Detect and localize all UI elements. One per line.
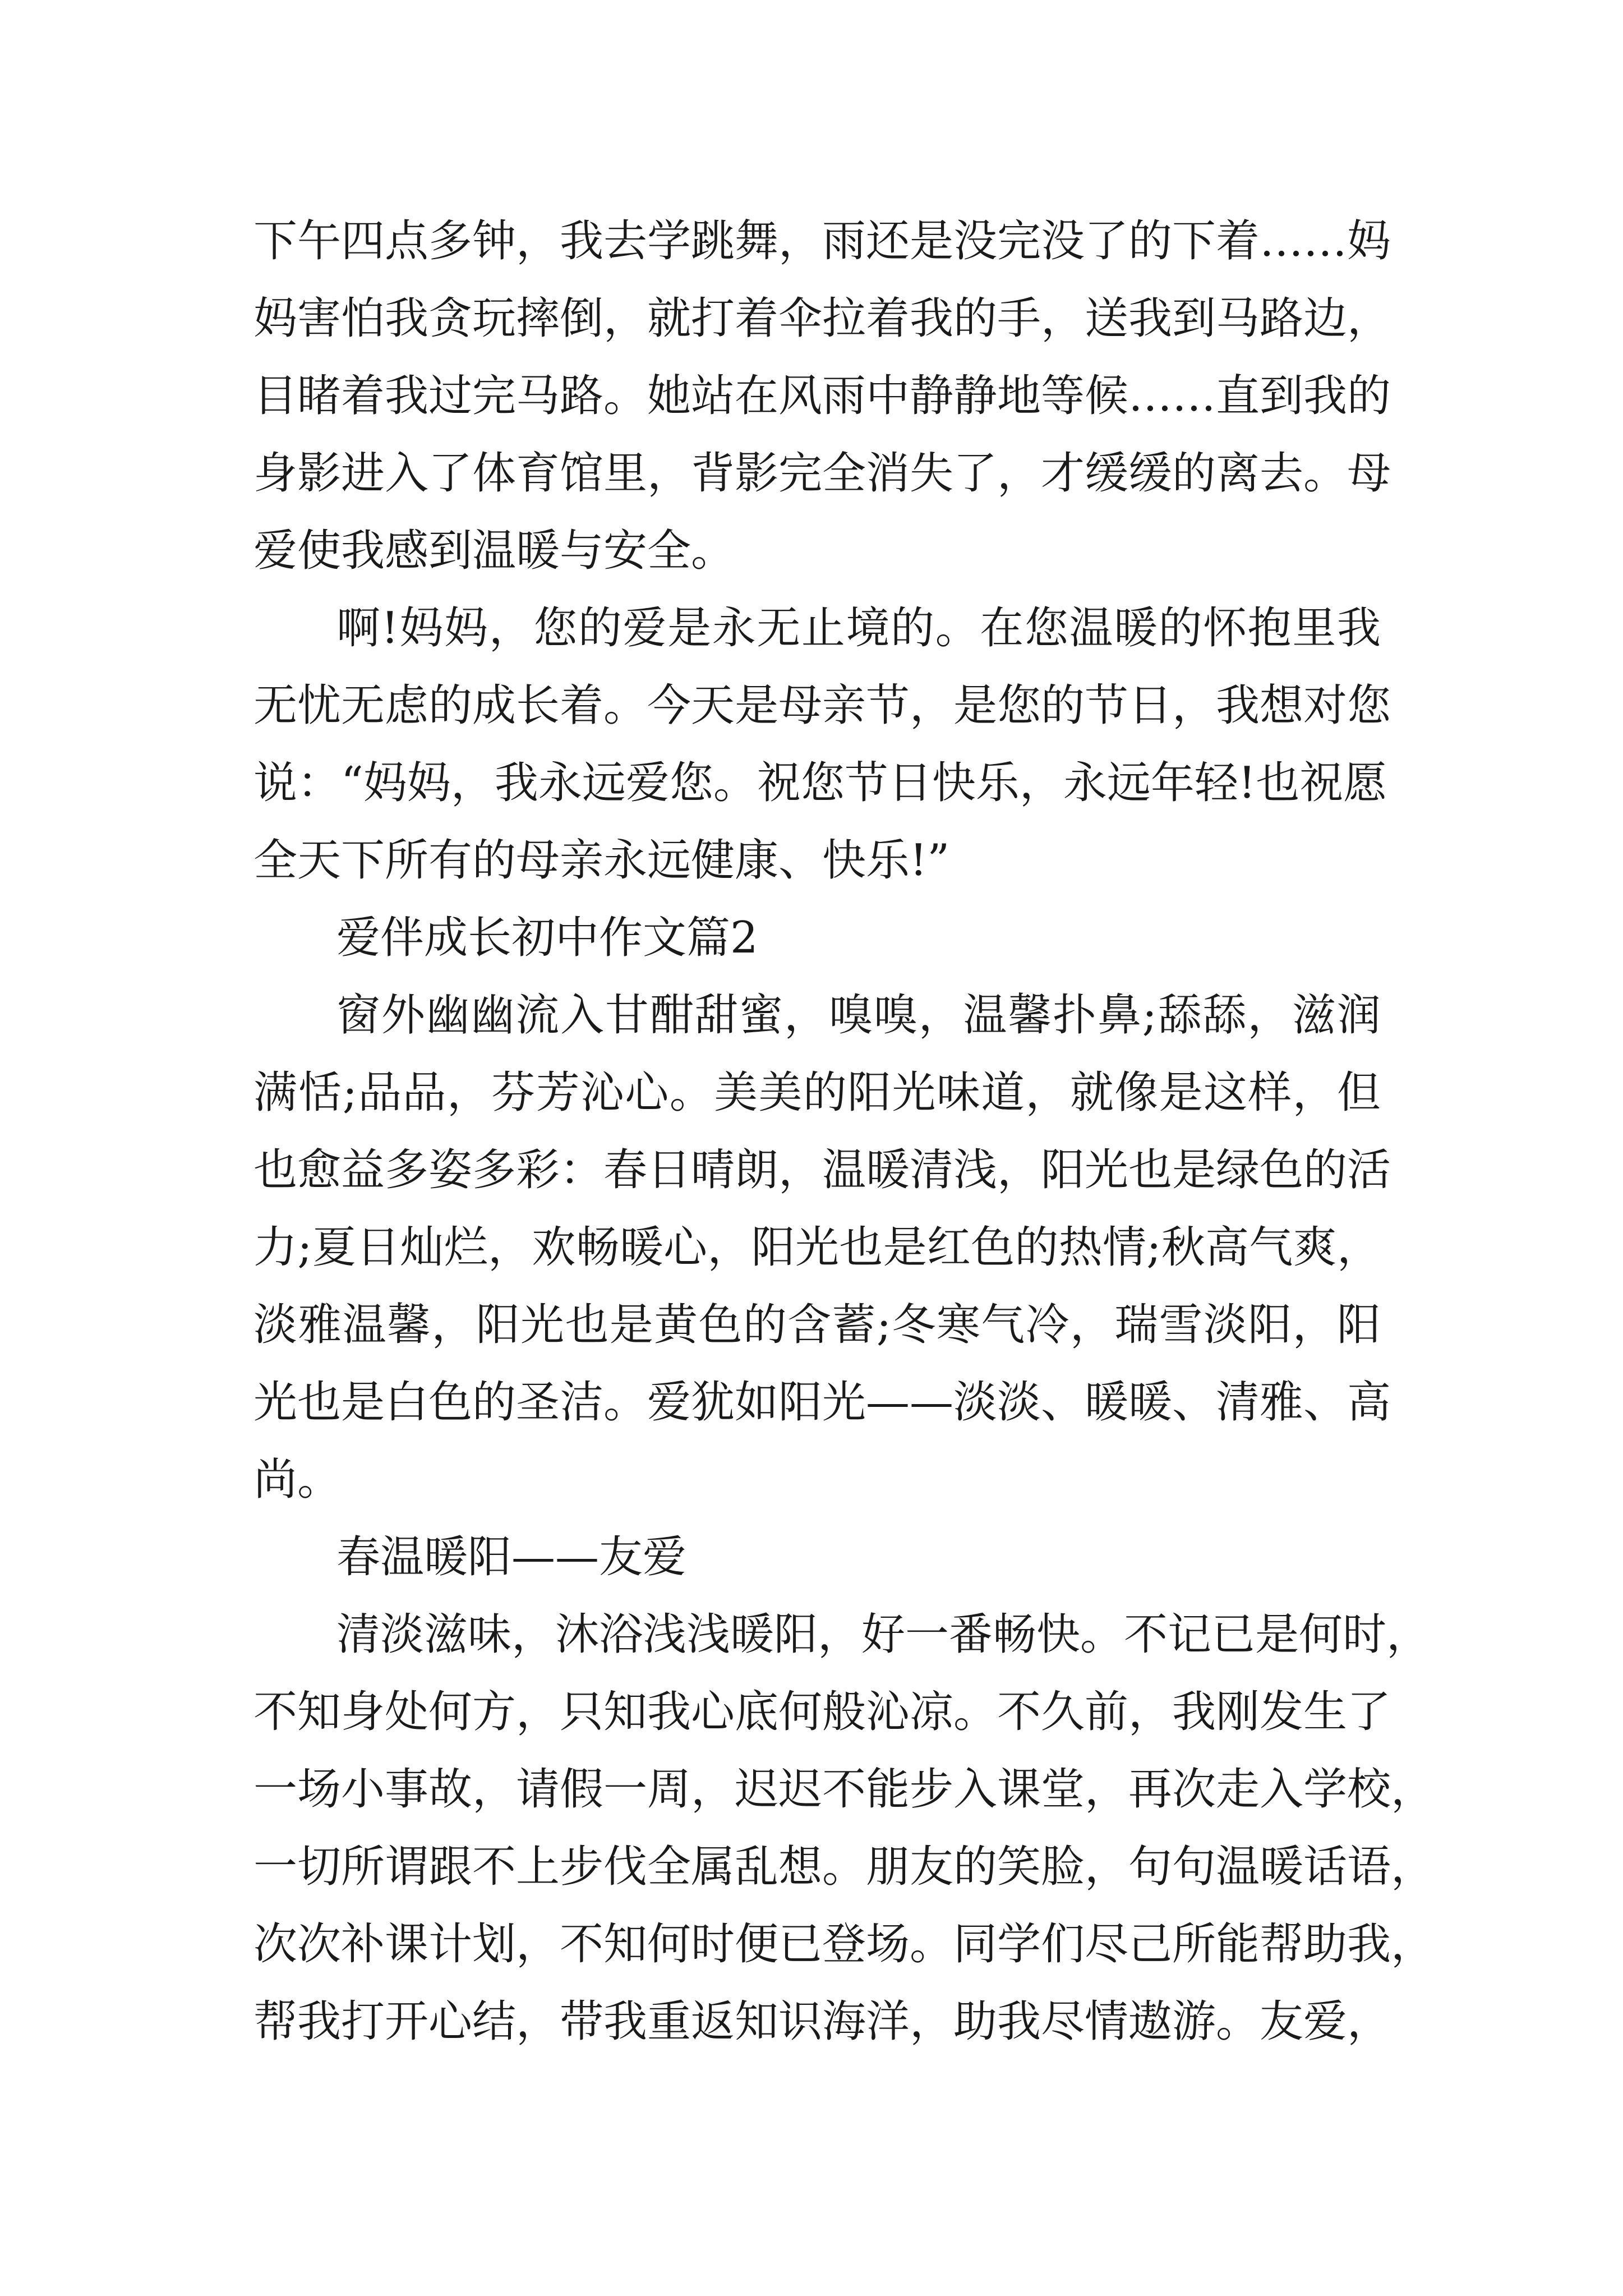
- section-heading: 爱伴成长初中作文篇2: [336, 913, 758, 963]
- text-line: 无忧无虑的成长着。今天是母亲节，是您的节日，我想对您: [253, 680, 1391, 731]
- text-line: 力;夏日灿烂，欢畅暖心，阳光也是红色的热情;秋高气爽，: [253, 1222, 1381, 1273]
- section-subheading: 春温暖阳——友爱: [336, 1532, 687, 1582]
- text-line: 帮我打开心结，带我重返知识海洋，助我尽情遨游。友爱，: [253, 1996, 1391, 2047]
- text-line: 爱使我感到温暖与安全。: [253, 526, 735, 576]
- text-line: 啊!妈妈，您的爱是永无止境的。在您温暖的怀抱里我: [336, 603, 1381, 654]
- text-line: 淡雅温馨，阳光也是黄色的含蓄;冬寒气冷，瑞雪淡阳，阳: [253, 1300, 1381, 1350]
- text-line: 全天下所有的母亲永远健康、快乐!”: [253, 835, 950, 886]
- text-line: 下午四点多钟，我去学跳舞，雨还是没完没了的下着……妈: [253, 216, 1391, 266]
- text-line: 尚。: [253, 1455, 342, 1505]
- text-line: 满恬;品品，芬芳沁心。美美的阳光味道，就像是这样，但: [253, 1068, 1381, 1118]
- text-line: 光也是白色的圣洁。爱犹如阳光——淡淡、暖暖、清雅、高: [253, 1377, 1391, 1428]
- text-line: 也愈益多姿多彩：春日晴朗，温暖清浅，阳光也是绿色的活: [253, 1145, 1391, 1195]
- text-line: 清淡滋味，沐浴浅浅暖阳，好一番畅快。不记已是何时，: [336, 1609, 1431, 1660]
- text-line: 身影进入了体育馆里，背影完全消失了，才缓缓的离去。母: [253, 448, 1391, 499]
- text-line: 目睹着我过完马路。她站在风雨中静静地等候……直到我的: [253, 371, 1391, 421]
- text-line: 一场小事故，请假一周，迟迟不能步入课堂，再次走入学校，: [253, 1764, 1435, 1815]
- text-line: 窗外幽幽流入甘酣甜蜜，嗅嗅，温馨扑鼻;舔舔，滋润: [336, 990, 1381, 1041]
- text-line: 妈害怕我贪玩摔倒，就打着伞拉着我的手，送我到马路边，: [253, 293, 1391, 344]
- text-line: 不知身处何方，只知我心底何般沁凉。不久前，我刚发生了: [253, 1687, 1391, 1737]
- text-line: 说：“妈妈，我永远爱您。祝您节日快乐，永远年轻!也祝愿: [253, 758, 1387, 808]
- text-line: 一切所谓跟不上步伐全属乱想。朋友的笑脸，句句温暖话语，: [253, 1842, 1435, 1892]
- text-line: 次次补课计划，不知何时便已登场。同学们尽己所能帮助我，: [253, 1919, 1435, 1970]
